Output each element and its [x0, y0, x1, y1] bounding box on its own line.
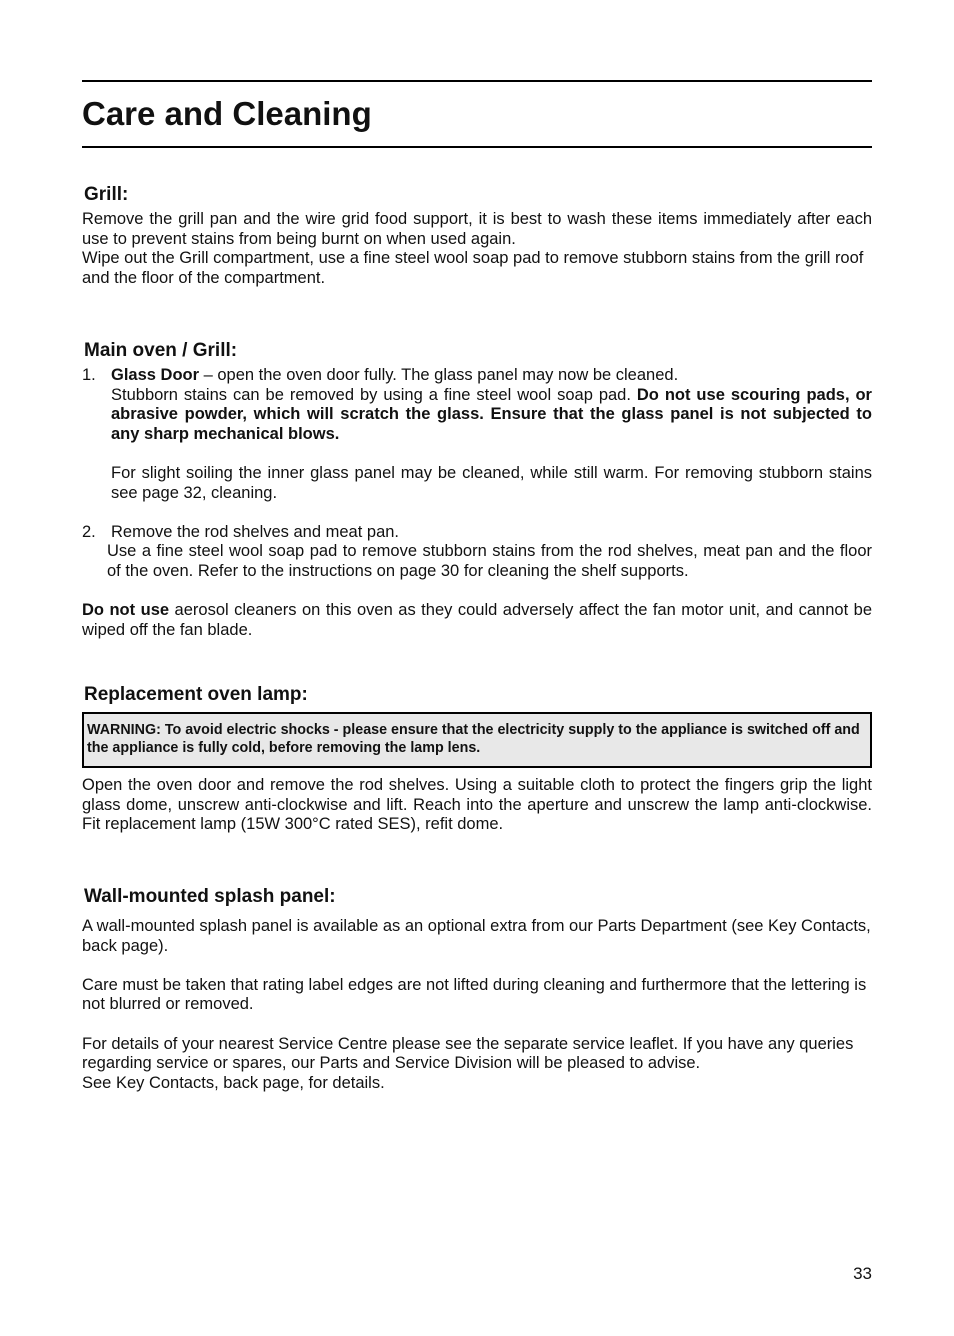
- glass-door-line: [111, 366, 872, 386]
- stains-text: Stubborn stains can be removed by using a fine steel wool soap pad.: [111, 385, 637, 404]
- page-title: Care and Cleaning: [82, 95, 372, 132]
- list-number: 2.: [82, 522, 96, 541]
- glass-door-text: – open the oven door fully. The glass panel may now be cleaned.: [199, 366, 679, 384]
- lamp-text: Open the oven door and remove the rod shelves. Using a suitable cloth to protect the fingers grip the light glass dome, unscrew anti-clockwise and lift. Reach into the aperture and unscrew the lamp anti-clockwise. Fit replacement lamp (15W 300°C rated SES), refit dome.: [82, 776, 872, 834]
- warning-box: WARNING: To avoid electric shocks - please ensure that the electricity supply to the appliance is switched off and the appliance is fully cold, before removing the lamp lens.: [82, 712, 872, 768]
- rod-shelves-text: Use a fine steel wool soap pad to remove stubborn stains from the rod shelves, meat pan and the floor of the oven. Refer to the instructions on page 30 for cleaning the shelf supports.: [107, 542, 872, 580]
- section-lamp: [82, 684, 872, 835]
- list-item-glass-door: [82, 366, 872, 503]
- grill-paragraph-2: Wipe out the Grill compartment, use a fine steel wool soap pad to remove stubborn stains from the grill roof and the floor of the compartment.: [82, 249, 864, 287]
- grill-heading: Grill:: [84, 184, 129, 205]
- section-main-oven: [82, 340, 872, 640]
- splash-heading: Wall-mounted splash panel:: [84, 886, 336, 907]
- splash-paragraph-4: See Key Contacts, back page, for details.: [82, 1073, 385, 1092]
- list-item-rod-shelves: [82, 523, 872, 543]
- glass-door-stains: [111, 386, 872, 445]
- section-grill: [82, 184, 872, 288]
- glass-door-soiling: For slight soiling the inner glass panel may be cleaned, while still warm. For removing stubborn stains see page 32, cleaning.: [111, 463, 872, 502]
- splash-paragraph-3: For details of your nearest Service Centre please see the separate service leaflet. If you have any queries regarding service or spares, our Parts and Service Division will be pleased to advise.: [82, 1034, 854, 1073]
- aerosol-note: [82, 601, 872, 640]
- splash-paragraph-1: A wall-mounted splash panel is available as an optional extra from our Parts Department (see Key Contacts, back page).: [82, 917, 871, 955]
- splash-paragraph-2: Care must be taken that rating label edges are not lifted during cleaning and furthermore that the lettering is not blurred or removed.: [82, 975, 867, 1014]
- rod-shelves-line: Remove the rod shelves and meat pan.: [111, 522, 400, 541]
- page-number: 33: [853, 1264, 872, 1283]
- main-oven-heading: Main oven / Grill:: [84, 340, 238, 361]
- title-rule: [82, 146, 872, 148]
- aerosol-note-bold: Do not use: [82, 601, 170, 620]
- grill-paragraph-1: Remove the grill pan and the wire grid food support, it is best to wash these items immediately after each use to prevent stains from being burnt on when used again.: [82, 210, 872, 248]
- list-number: 1.: [82, 366, 96, 384]
- section-splash-panel: [82, 886, 872, 1093]
- stains-warning: Do not use scouring pads, or abrasive powder, which will scratch the glass. Ensure that the glass panel is not subjected to any sharp mechanical blows.: [111, 385, 872, 443]
- glass-door-label: Glass Door: [111, 366, 200, 384]
- lamp-heading: Replacement oven lamp:: [84, 684, 308, 705]
- aerosol-note-text: aerosol cleaners on this oven as they could adversely affect the fan motor unit, and cannot be wiped off the fan blade.: [82, 601, 873, 639]
- page-header: [82, 80, 872, 148]
